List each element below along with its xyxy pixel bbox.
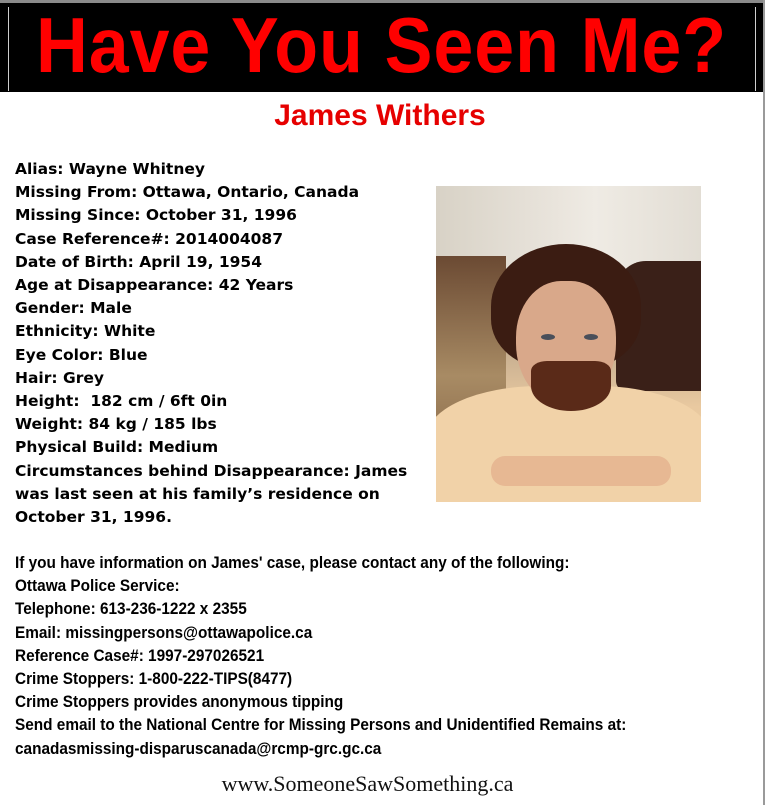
contact-intro: If you have information on James' case, please contact any of the following: — [15, 554, 570, 572]
person-photo — [436, 186, 701, 502]
contact-crime-stoppers: Crime Stoppers: 1-800-222-TIPS(8477) — [15, 670, 293, 689]
contact-crime-stoppers-note: Crime Stoppers provides anonymous tipping — [15, 693, 344, 712]
detail-missing-from: Missing From: Ottawa, Ontario, Canada — [15, 183, 360, 202]
detail-ethnicity: Ethnicity: White — [15, 322, 156, 341]
missing-person-name: James Withers — [274, 99, 486, 132]
detail-date-of-birth: Date of Birth: April 19, 1954 — [15, 252, 262, 271]
photo-eye-left — [541, 334, 555, 340]
contact-telephone: Telephone: 613-236-1222 x 2355 — [15, 600, 247, 619]
photo-beard — [531, 361, 611, 411]
detail-eye-color: Eye Color: Blue — [15, 345, 148, 364]
person-details — [15, 158, 420, 529]
detail-weight: Weight: 84 kg / 185 lbs — [15, 415, 217, 434]
detail-hair: Hair: Grey — [15, 368, 104, 387]
website-link[interactable]: www.SomeoneSawSomething.ca — [221, 771, 514, 796]
contact-info — [15, 552, 685, 761]
contact-national-email: canadasmissing-disparuscanada@rcmp-grc.gc.ca — [15, 739, 382, 758]
contact-agency: Ottawa Police Service: — [15, 577, 180, 596]
photo-eye-right — [584, 334, 598, 340]
banner-right-line — [755, 7, 756, 91]
detail-age: Age at Disappearance: 42 Years — [15, 276, 294, 295]
headline-banner — [0, 3, 763, 92]
contact-national-centre: Send email to the National Centre for Missing Persons and Unidentified Remains at: — [15, 716, 627, 735]
detail-missing-since: Missing Since: October 31, 1996 — [15, 206, 297, 225]
detail-build: Physical Build: Medium — [15, 438, 219, 457]
banner-left-line — [8, 7, 9, 91]
photo-arms — [491, 456, 671, 486]
detail-circumstances: Circumstances behind Disappearance: James was last seen at his family’s residence on October 31, 1996. — [15, 461, 413, 527]
contact-email: Email: missingpersons@ottawapolice.ca — [15, 623, 313, 642]
contact-reference: Reference Case#: 1997-297026521 — [15, 646, 265, 665]
detail-height: Height: 182 cm / 6ft 0in — [15, 392, 228, 411]
detail-case-reference: Case Reference#: 2014004087 — [15, 229, 283, 248]
headline: Have You Seen Me? — [36, 1, 727, 89]
detail-gender: Gender: Male — [15, 299, 132, 318]
detail-alias: Alias: Wayne Whitney — [15, 160, 205, 178]
